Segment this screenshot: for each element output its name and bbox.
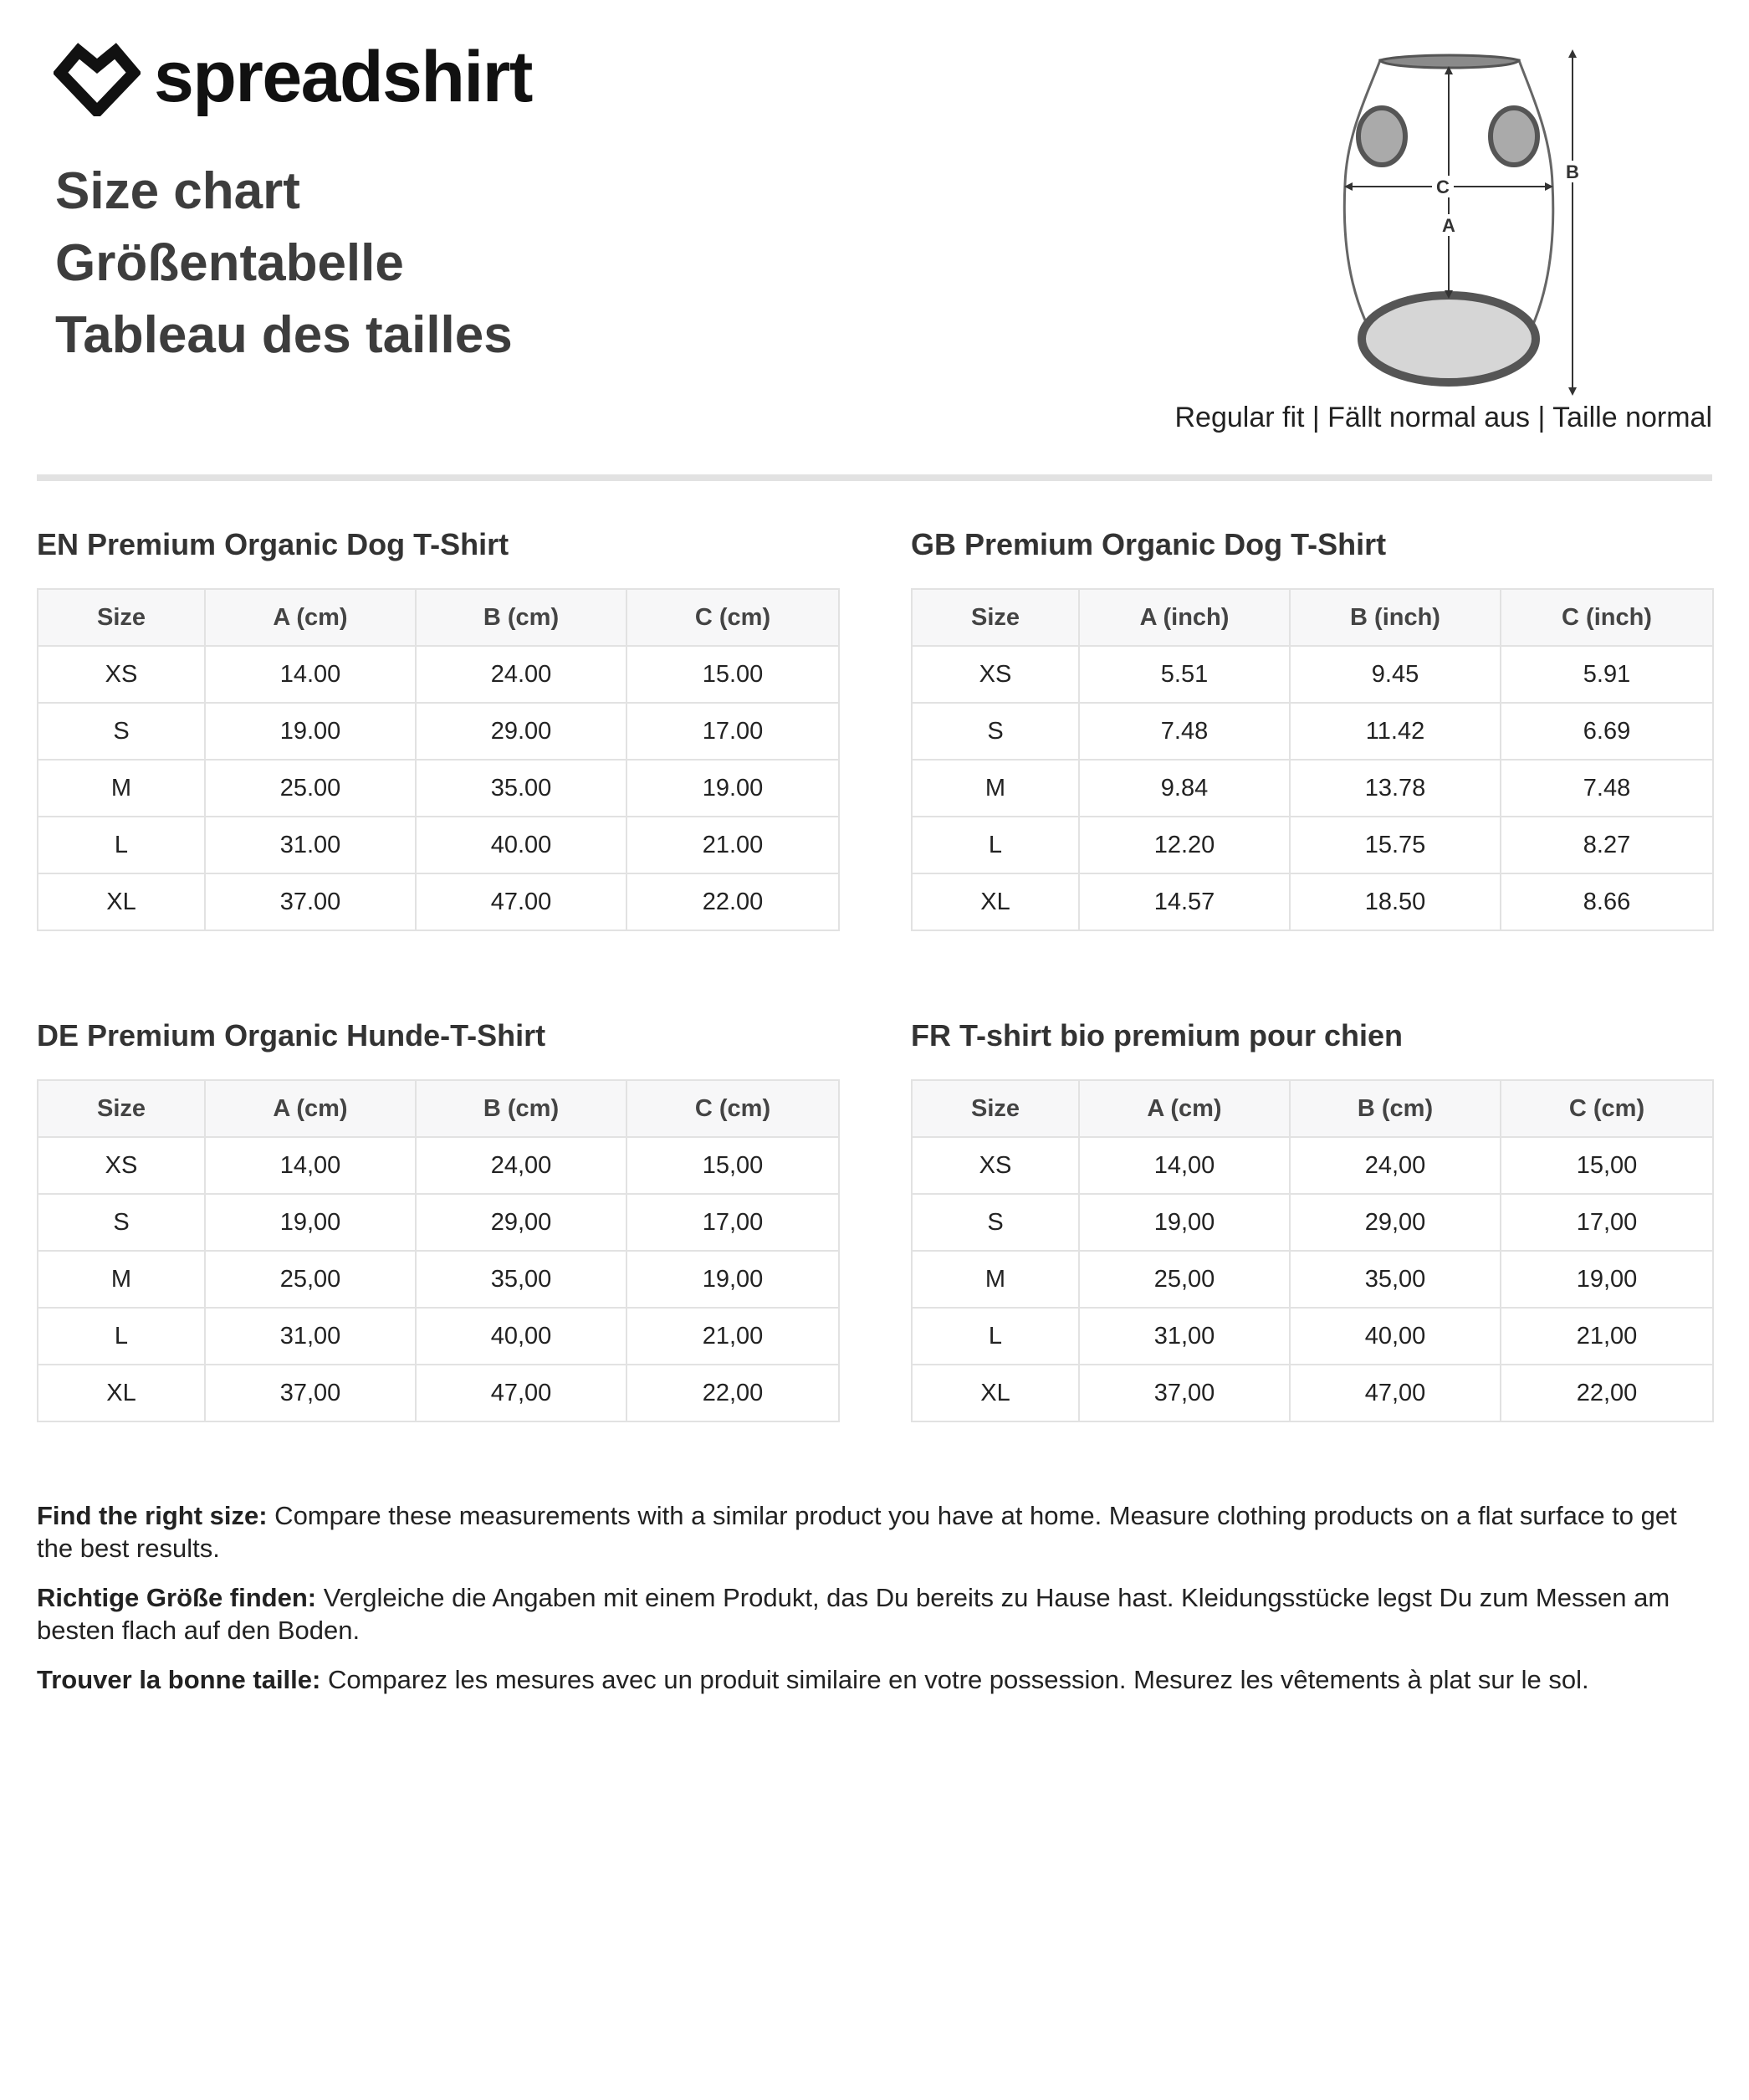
table-row <box>38 760 839 817</box>
table-cell: 22,00 <box>1501 1365 1713 1421</box>
table-cell: M <box>912 1251 1079 1308</box>
table-cell: 9.84 <box>1079 760 1290 817</box>
table-cell: 5.91 <box>1501 646 1713 703</box>
table-cell: 47,00 <box>416 1365 626 1421</box>
page-title-fr: Tableau des tailles <box>55 306 513 364</box>
note-fr <box>37 1663 1712 1696</box>
table-row <box>38 1251 839 1308</box>
table-cell: 37,00 <box>205 1365 416 1421</box>
table-cell: 37,00 <box>1079 1365 1290 1421</box>
table-cell: 8.27 <box>1501 817 1713 873</box>
note-label: Richtige Größe finden: <box>37 1583 317 1612</box>
size-table <box>911 1079 1714 1422</box>
table-row <box>38 1194 839 1251</box>
table-cell: XL <box>912 1365 1079 1421</box>
table-cell: 21,00 <box>626 1308 839 1365</box>
table-row <box>912 760 1713 817</box>
table-row <box>38 1308 839 1365</box>
table-title: FR T-shirt bio premium pour chien <box>911 1018 1404 1053</box>
table-cell: M <box>912 760 1079 817</box>
column-header: Size <box>38 589 205 646</box>
note-text: Compare these measurements with a similar product you have at home. Measure clothing products on a flat surface to get the best results. <box>37 1501 1677 1563</box>
table-row <box>38 703 839 760</box>
table-cell: 9.45 <box>1290 646 1501 703</box>
table-cell: 19,00 <box>1079 1194 1290 1251</box>
table-cell: 47,00 <box>1290 1365 1501 1421</box>
left-leg-hole <box>1358 108 1405 165</box>
size-table <box>37 1079 840 1422</box>
body-opening <box>1362 295 1536 382</box>
table-cell: XL <box>38 1365 205 1421</box>
table-row <box>38 1137 839 1194</box>
table-cell: 19,00 <box>1501 1251 1713 1308</box>
table-cell: S <box>38 1194 205 1251</box>
table-cell: 35,00 <box>416 1251 626 1308</box>
table-cell: 7.48 <box>1079 703 1290 760</box>
column-header: C (inch) <box>1501 589 1713 646</box>
column-header: B (inch) <box>1290 589 1501 646</box>
table-cell: 31.00 <box>205 817 416 873</box>
column-header: C (cm) <box>626 589 839 646</box>
table-row <box>38 646 839 703</box>
table-title: DE Premium Organic Hunde-T-Shirt <box>37 1018 546 1053</box>
note-de <box>37 1581 1712 1647</box>
table-cell: 24,00 <box>1290 1137 1501 1194</box>
table-row <box>912 1194 1713 1251</box>
table-cell: S <box>912 1194 1079 1251</box>
table-cell: 15.00 <box>626 646 839 703</box>
table-cell: 25,00 <box>1079 1251 1290 1308</box>
column-header: C (cm) <box>626 1080 839 1137</box>
page-title-de: Größentabelle <box>55 234 404 292</box>
table-header-row <box>912 589 1713 646</box>
note-label: Find the right size: <box>37 1501 268 1530</box>
table-cell: 31,00 <box>205 1308 416 1365</box>
table-cell: 18.50 <box>1290 873 1501 930</box>
column-header: A (cm) <box>205 589 416 646</box>
brand-name: spreadshirt <box>154 37 532 117</box>
table-cell: 5.51 <box>1079 646 1290 703</box>
table-cell: 47.00 <box>416 873 626 930</box>
table-row <box>912 703 1713 760</box>
table-cell: 40,00 <box>1290 1308 1501 1365</box>
table-cell: 22.00 <box>626 873 839 930</box>
note-text: Comparez les mesures avec un produit similaire en votre possession. Mesurez les vêtements à plat sur le sol. <box>320 1665 1589 1694</box>
table-cell: XS <box>38 1137 205 1194</box>
right-leg-hole <box>1491 108 1537 165</box>
table-cell: 17,00 <box>626 1194 839 1251</box>
divider <box>37 474 1712 481</box>
table-header-row <box>38 589 839 646</box>
size-table <box>37 588 840 931</box>
note-label: Trouver la bonne taille: <box>37 1665 321 1694</box>
column-header: Size <box>912 1080 1079 1137</box>
table-cell: M <box>38 760 205 817</box>
table-cell: XS <box>912 1137 1079 1194</box>
table-cell: 17,00 <box>1501 1194 1713 1251</box>
fit-label: Regular fit | Fällt normal aus | Taille normal <box>1174 402 1712 433</box>
table-cell: 15.75 <box>1290 817 1501 873</box>
table-cell: 8.66 <box>1501 873 1713 930</box>
column-header: A (cm) <box>1079 1080 1290 1137</box>
table-cell: XS <box>38 646 205 703</box>
column-header: B (cm) <box>416 589 626 646</box>
table-cell: 19.00 <box>626 760 839 817</box>
page-title-group <box>55 156 513 371</box>
table-row <box>912 873 1713 930</box>
table-row <box>912 1251 1713 1308</box>
table-cell: XL <box>912 873 1079 930</box>
size-table-section-fr <box>911 1016 1712 1422</box>
table-cell: 37.00 <box>205 873 416 930</box>
table-row <box>912 1308 1713 1365</box>
table-cell: 29,00 <box>416 1194 626 1251</box>
table-cell: 13.78 <box>1290 760 1501 817</box>
table-cell: L <box>38 817 205 873</box>
table-row <box>912 817 1713 873</box>
diagram-label-c: C <box>1436 177 1450 197</box>
table-cell: 14,00 <box>1079 1137 1290 1194</box>
table-cell: 29.00 <box>416 703 626 760</box>
table-cell: 15,00 <box>1501 1137 1713 1194</box>
table-cell: 35,00 <box>1290 1251 1501 1308</box>
table-cell: 40.00 <box>416 817 626 873</box>
size-table <box>911 588 1714 931</box>
diagram-label-a: A <box>1442 215 1455 236</box>
table-cell: 25,00 <box>205 1251 416 1308</box>
table-title: GB Premium Organic Dog T-Shirt <box>911 527 1387 561</box>
size-table-section-gb <box>911 525 1712 931</box>
table-cell: 11.42 <box>1290 703 1501 760</box>
table-row <box>38 873 839 930</box>
table-cell: L <box>38 1308 205 1365</box>
table-cell: 21.00 <box>626 817 839 873</box>
table-cell: 19,00 <box>205 1194 416 1251</box>
column-header: B (cm) <box>416 1080 626 1137</box>
table-cell: XS <box>912 646 1079 703</box>
table-header-row <box>38 1080 839 1137</box>
size-table-section-de <box>37 1016 838 1422</box>
table-cell: S <box>38 703 205 760</box>
column-header: A (inch) <box>1079 589 1290 646</box>
note-text: Vergleiche die Angaben mit einem Produkt, das Du bereits zu Hause hast. Kleidungsstücke legst Du zum Messen am besten flach auf den Boden. <box>37 1583 1670 1645</box>
table-cell: 14,00 <box>205 1137 416 1194</box>
table-cell: 12.20 <box>1079 817 1290 873</box>
column-header: A (cm) <box>205 1080 416 1137</box>
table-cell: L <box>912 817 1079 873</box>
table-header-row <box>912 1080 1713 1137</box>
table-cell: 24.00 <box>416 646 626 703</box>
table-cell: 14.57 <box>1079 873 1290 930</box>
size-table-section-en <box>37 525 838 931</box>
table-cell: 31,00 <box>1079 1308 1290 1365</box>
diagram-label-b: B <box>1566 161 1579 182</box>
table-cell: 21,00 <box>1501 1308 1713 1365</box>
note-en <box>37 1499 1712 1565</box>
table-cell: 19,00 <box>626 1251 839 1308</box>
table-cell: 17.00 <box>626 703 839 760</box>
column-header: Size <box>38 1080 205 1137</box>
table-cell: 22,00 <box>626 1365 839 1421</box>
table-row <box>912 1137 1713 1194</box>
table-cell: 25.00 <box>205 760 416 817</box>
table-row <box>912 1365 1713 1421</box>
heart-logo-icon <box>54 41 141 116</box>
column-header: Size <box>912 589 1079 646</box>
table-title: EN Premium Organic Dog T-Shirt <box>37 527 509 561</box>
table-row <box>912 646 1713 703</box>
table-cell: 35.00 <box>416 760 626 817</box>
brand-logo <box>54 38 532 119</box>
table-cell: 40,00 <box>416 1308 626 1365</box>
table-row <box>38 1365 839 1421</box>
table-row <box>38 817 839 873</box>
table-cell: 7.48 <box>1501 760 1713 817</box>
table-cell: XL <box>38 873 205 930</box>
table-cell: 24,00 <box>416 1137 626 1194</box>
table-cell: M <box>38 1251 205 1308</box>
page-title-en: Size chart <box>55 162 300 220</box>
table-cell: 19.00 <box>205 703 416 760</box>
dog-shirt-measurement-diagram <box>1322 42 1589 402</box>
table-cell: 14.00 <box>205 646 416 703</box>
table-cell: S <box>912 703 1079 760</box>
size-guidance-notes <box>37 1499 1712 1713</box>
table-cell: L <box>912 1308 1079 1365</box>
column-header: C (cm) <box>1501 1080 1713 1137</box>
column-header: B (cm) <box>1290 1080 1501 1137</box>
table-cell: 29,00 <box>1290 1194 1501 1251</box>
table-cell: 6.69 <box>1501 703 1713 760</box>
table-cell: 15,00 <box>626 1137 839 1194</box>
